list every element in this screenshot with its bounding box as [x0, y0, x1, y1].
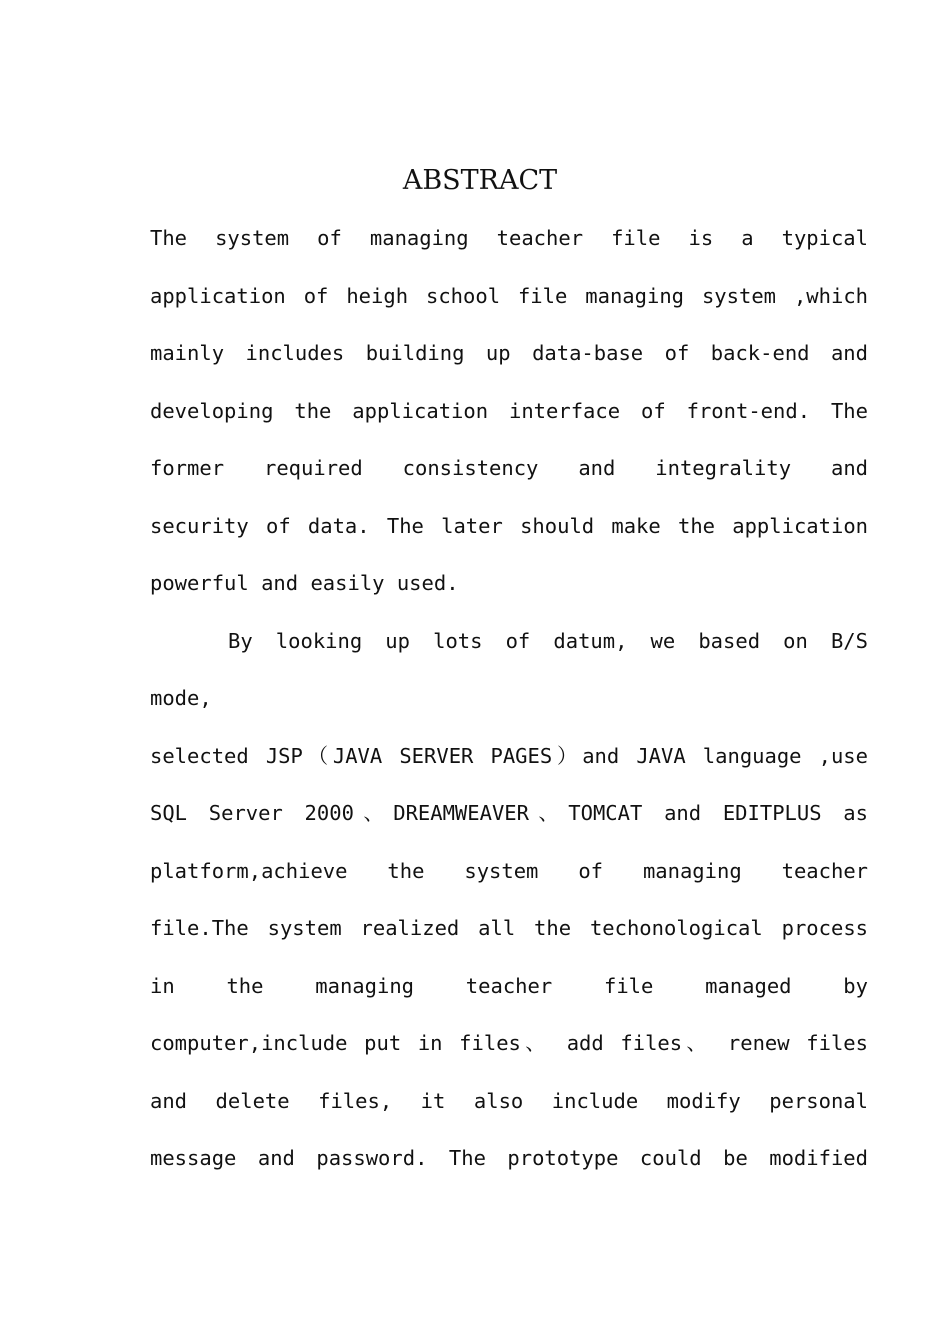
text-line: powerful and easily used.: [150, 571, 459, 595]
text-line: mode,: [150, 686, 212, 710]
text-line-indented: By looking up lots of datum, we based on B/S: [228, 628, 868, 653]
abstract-body: [150, 220, 868, 1198]
text-line: SQL Server 2000、DREAMWEAVER、TOMCAT and EDITPLUS as: [150, 801, 868, 825]
abstract-title: ABSTRACT: [402, 165, 558, 196]
text-line: file.The system realized all the techonological process: [150, 916, 868, 940]
text-line: message and password. The prototype could be modified: [150, 1146, 868, 1170]
text-line: platform,achieve the system of managing teacher: [150, 858, 868, 883]
text-line: The system of managing teacher file is a typical: [150, 226, 868, 250]
text-line: application of heigh school file managing system ,which: [150, 283, 868, 308]
text-line: developing the application interface of front-end. The: [150, 398, 868, 423]
text-line: security of data. The later should make the application: [150, 513, 868, 538]
text-line: and delete files, it also include modify personal: [150, 1088, 868, 1113]
text-line: in the managing teacher file managed by: [150, 973, 868, 998]
text-line: former required consistency and integrality and: [150, 456, 868, 480]
text-line: computer,include put in files、 add files、 renew files: [150, 1031, 868, 1055]
text-line: selected JSP（JAVA SERVER PAGES）and JAVA language ,use: [150, 743, 868, 768]
text-line: mainly includes building up data-base of back-end and: [150, 341, 868, 365]
